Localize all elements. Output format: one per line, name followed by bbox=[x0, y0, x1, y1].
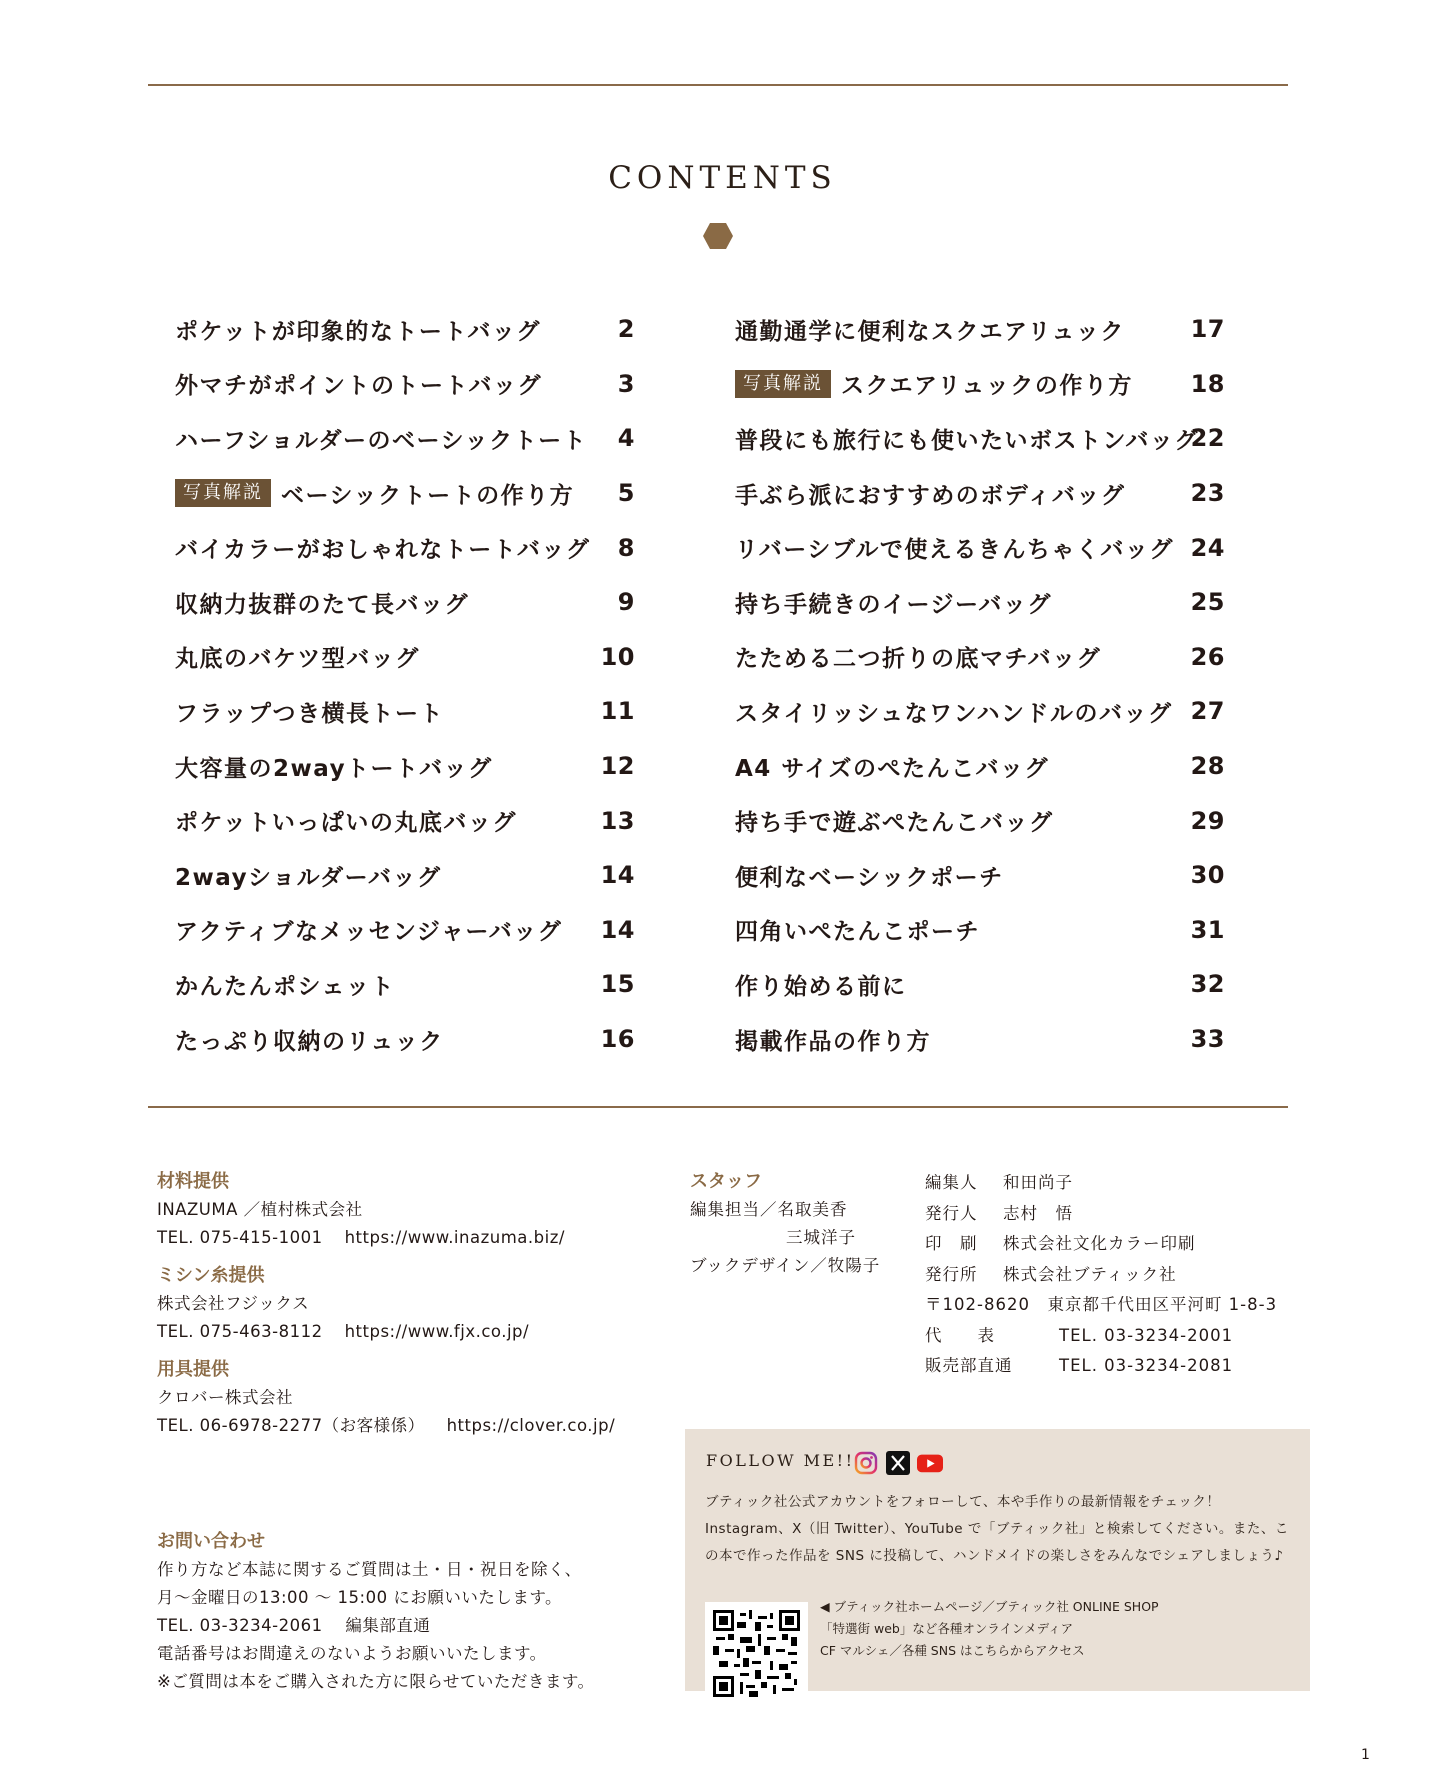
toc-entry-label: フラップつき横長トート bbox=[175, 700, 445, 727]
toc-entry-title bbox=[175, 913, 562, 946]
toc-left-column bbox=[175, 302, 635, 1066]
toc-entry[interactable] bbox=[175, 411, 635, 466]
toc-entry[interactable] bbox=[735, 411, 1225, 466]
toc-entry-title bbox=[175, 477, 574, 510]
imprint-key: 編集人 bbox=[925, 1173, 978, 1192]
toc-entry-label: 持ち手で遊ぶぺたんこバッグ bbox=[735, 810, 1054, 837]
toc-entry-label: 丸底のバケツ型バッグ bbox=[175, 646, 420, 673]
toc-entry-label: ベーシックトートの作り方 bbox=[281, 482, 575, 509]
toc-entry-page: 31 bbox=[1190, 915, 1225, 944]
toc-entry-page: 23 bbox=[1190, 479, 1225, 508]
toc-entry[interactable] bbox=[735, 575, 1225, 630]
toc-entry-title bbox=[735, 531, 1174, 564]
youtube-icon[interactable] bbox=[917, 1451, 943, 1475]
imprint-key: 代 表 bbox=[925, 1325, 995, 1345]
toc-entry-title bbox=[175, 859, 442, 892]
toc-entry[interactable] bbox=[735, 466, 1225, 521]
credit-heading: ミシン糸提供 bbox=[157, 1265, 265, 1286]
toc-entry-label: 外マチがポイントのトートバッグ bbox=[175, 373, 543, 400]
toc-entry[interactable] bbox=[735, 630, 1225, 685]
toc-entry[interactable] bbox=[175, 739, 635, 794]
toc-entry[interactable] bbox=[735, 684, 1225, 739]
follow-link-line[interactable]: ◀ ブティック社ホームページ／ブティック社 ONLINE SHOP bbox=[820, 1599, 1159, 1614]
x-icon[interactable] bbox=[885, 1451, 911, 1475]
toc-entry-page: 29 bbox=[1190, 806, 1225, 835]
toc-entry-label: 収納力抜群のたて長バッグ bbox=[175, 591, 469, 618]
toc-entry-label: たっぷり収納のリュック bbox=[175, 1028, 444, 1055]
toc-entry-title bbox=[735, 586, 1052, 619]
follow-link-line[interactable]: CF マルシェ／各種 SNS はこちらからアクセス bbox=[820, 1643, 1085, 1658]
toc-entry-title bbox=[175, 640, 420, 673]
photo-explanation-tag: 写真解説 bbox=[175, 479, 271, 507]
contact-heading: お問い合わせ bbox=[157, 1531, 265, 1552]
contact-line: ※ご質問は本をご購入された方に限らせていただきます。 bbox=[157, 1672, 595, 1691]
toc-entry-label: アクティブなメッセンジャーバッグ bbox=[175, 919, 563, 946]
imprint-key: 印 刷 bbox=[925, 1234, 978, 1253]
toc-entry-title bbox=[735, 913, 980, 946]
toc-entry-label: 持ち手続きのイージーバッグ bbox=[735, 591, 1052, 618]
toc-entry-title bbox=[175, 968, 395, 1001]
staff-design: ブックデザイン／牧陽子 bbox=[690, 1256, 881, 1275]
toc-entry-title bbox=[735, 477, 1125, 510]
toc-entry-title bbox=[735, 313, 1125, 346]
credit-url[interactable]: https://clover.co.jp/ bbox=[446, 1416, 616, 1435]
toc-entry-title bbox=[735, 859, 1004, 892]
toc-entry[interactable] bbox=[175, 957, 635, 1012]
toc-entry[interactable] bbox=[735, 357, 1225, 412]
credit-url[interactable]: https://www.inazuma.biz/ bbox=[344, 1228, 565, 1247]
toc-entry-title bbox=[735, 367, 1133, 400]
follow-text bbox=[705, 1489, 1305, 1570]
toc-entry-title bbox=[735, 695, 1173, 728]
toc-entry[interactable] bbox=[175, 520, 635, 575]
toc-entry[interactable] bbox=[735, 302, 1225, 357]
toc-entry-label: スタイリッシュなワンハンドルのバッグ bbox=[735, 700, 1173, 727]
follow-heading: FOLLOW ME!! bbox=[706, 1451, 855, 1470]
imprint-value: 和田尚子 bbox=[1003, 1173, 1073, 1192]
toc-entry-page: 15 bbox=[600, 970, 635, 999]
toc-entry[interactable] bbox=[175, 357, 635, 412]
toc-entry-label: 通勤通学に便利なスクエアリュック bbox=[735, 318, 1125, 345]
toc-entry-title bbox=[735, 640, 1101, 673]
toc-entry-label: 手ぶら派におすすめのボディバッグ bbox=[735, 482, 1126, 509]
toc-entry-page: 11 bbox=[600, 697, 635, 726]
toc-entry-label: たためる二つ折りの底マチバッグ bbox=[735, 646, 1102, 673]
toc-entry[interactable] bbox=[735, 903, 1225, 958]
toc-entry[interactable] bbox=[175, 848, 635, 903]
toc-entry-title bbox=[175, 531, 590, 564]
toc-entry-page: 14 bbox=[600, 861, 635, 890]
toc-entry-page: 9 bbox=[617, 588, 635, 617]
credit-tel: TEL. 075-463-8112 bbox=[157, 1322, 323, 1341]
toc-entry-label: ポケットが印象的なトートバッグ bbox=[175, 318, 541, 345]
toc-entry-title bbox=[175, 750, 493, 783]
toc-entry[interactable] bbox=[175, 302, 635, 357]
page-title: CONTENTS bbox=[608, 160, 837, 196]
toc-entry-label: A4 サイズのぺたんこバッグ bbox=[735, 755, 1049, 782]
follow-panel bbox=[685, 1429, 1310, 1691]
follow-links bbox=[820, 1596, 1159, 1662]
toc-entry-title bbox=[175, 586, 469, 619]
toc-entry-page: 12 bbox=[600, 752, 635, 781]
credit-tel: TEL. 06-6978-2277（お客様係） bbox=[157, 1416, 425, 1435]
bottom-rule bbox=[148, 1106, 1288, 1108]
toc-entry-title bbox=[735, 968, 907, 1001]
contact-section bbox=[157, 1528, 677, 1696]
toc-entry[interactable] bbox=[175, 903, 635, 958]
toc-entry[interactable] bbox=[175, 793, 635, 848]
toc-entry-title bbox=[735, 422, 1199, 455]
toc-entry[interactable] bbox=[735, 1012, 1225, 1067]
credit-tel: TEL. 075-415-1001 bbox=[157, 1228, 323, 1247]
contact-line: TEL. 03-3234-2061 編集部直通 bbox=[157, 1616, 431, 1635]
staff-heading: スタッフ bbox=[690, 1171, 762, 1192]
toc-entry-title bbox=[175, 1023, 444, 1056]
toc-entry-page: 26 bbox=[1190, 642, 1225, 671]
toc-entry-title bbox=[175, 313, 541, 346]
toc-entry[interactable] bbox=[175, 684, 635, 739]
toc-entry-page: 10 bbox=[600, 642, 635, 671]
top-rule bbox=[148, 84, 1288, 86]
toc-entry-page: 8 bbox=[617, 533, 635, 562]
toc-entry-title bbox=[175, 804, 517, 837]
imprint-key: 販売部直通 bbox=[925, 1356, 1013, 1375]
toc-entry-page: 3 bbox=[617, 369, 635, 398]
toc-entry-label: 便利なベーシックポーチ bbox=[735, 864, 1004, 891]
toc-entry-label: スクエアリュックの作り方 bbox=[841, 373, 1133, 400]
imprint-value: 株式会社文化カラー印刷 bbox=[1003, 1234, 1196, 1253]
material-credits bbox=[157, 1168, 677, 1440]
toc-entry-page: 24 bbox=[1190, 533, 1225, 562]
toc-entry-page: 32 bbox=[1190, 970, 1225, 999]
toc-entry-label: 掲載作品の作り方 bbox=[735, 1028, 931, 1055]
instagram-icon[interactable] bbox=[853, 1451, 879, 1475]
imprint-key: 発行人 bbox=[925, 1203, 978, 1223]
toc-entry[interactable] bbox=[175, 1012, 635, 1067]
toc-entry-page: 18 bbox=[1190, 369, 1225, 398]
toc-entry-label: ハーフショルダーのベーシックトート bbox=[175, 427, 588, 454]
contact-line: 月～金曜日の13:00 ～ 15:00 にお願いいたします。 bbox=[157, 1588, 563, 1607]
toc-entry[interactable] bbox=[735, 793, 1225, 848]
toc-entry-page: 25 bbox=[1190, 588, 1225, 617]
imprint-value: 株式会社ブティック社 bbox=[1003, 1264, 1177, 1284]
toc-entry[interactable] bbox=[735, 520, 1225, 575]
toc-entry-label: 2wayショルダーバッグ bbox=[175, 864, 442, 891]
toc-entry-page: 13 bbox=[600, 806, 635, 835]
toc-entry-title bbox=[175, 695, 444, 728]
imprint-section bbox=[925, 1168, 1277, 1382]
toc-entry[interactable] bbox=[735, 739, 1225, 794]
toc-entry-page: 27 bbox=[1190, 697, 1225, 726]
toc-entry-label: リバーシブルで使えるきんちゃくバッグ bbox=[735, 537, 1174, 564]
toc-entry-page: 5 bbox=[617, 479, 635, 508]
follow-link-line[interactable]: 「特選街 web」など各種オンラインメディア bbox=[820, 1621, 1074, 1636]
credit-heading: 材料提供 bbox=[157, 1171, 229, 1192]
page-number: 1 bbox=[1361, 1747, 1370, 1763]
toc-entry-label: かんたんポシェット bbox=[175, 973, 396, 1000]
toc-entry-page: 4 bbox=[617, 424, 635, 453]
toc-entry-title bbox=[735, 804, 1054, 837]
toc-entry[interactable] bbox=[175, 630, 635, 685]
qr-code-icon bbox=[713, 1610, 800, 1697]
follow-text-line: Instagram、X（旧 Twitter）、YouTube で「ブティック社」と検索してください。また、こ bbox=[705, 1521, 1289, 1537]
imprint-value: TEL. 03-3234-2081 bbox=[1059, 1356, 1234, 1375]
toc-entry[interactable] bbox=[175, 466, 635, 521]
toc-entry-title bbox=[175, 367, 542, 400]
staff-editor: 編集担当／名取美香 bbox=[690, 1200, 848, 1219]
imprint-address: 〒102-8620 東京都千代田区平河町 1-8-3 bbox=[925, 1295, 1278, 1314]
toc-entry-page: 22 bbox=[1190, 424, 1225, 453]
toc-entry-page: 14 bbox=[600, 915, 635, 944]
toc-entry-page: 30 bbox=[1190, 861, 1225, 890]
toc-entry-label: バイカラーがおしゃれなトートバッグ bbox=[175, 537, 591, 564]
imprint-value: 志村 悟 bbox=[1003, 1203, 1073, 1223]
toc-entry-page: 33 bbox=[1190, 1025, 1225, 1054]
hexagon-ornament-icon bbox=[702, 222, 734, 250]
toc-entry[interactable] bbox=[735, 957, 1225, 1012]
credit-company: クロバー株式会社 bbox=[157, 1388, 293, 1407]
imprint-value: TEL. 03-3234-2001 bbox=[1059, 1325, 1234, 1345]
toc-right-column bbox=[735, 302, 1225, 1066]
staff-editor-2: 三城洋子 bbox=[786, 1228, 856, 1247]
toc-entry-label: 普段にも旅行にも使いたいボストンバッグ bbox=[735, 427, 1199, 454]
photo-explanation-tag: 写真解説 bbox=[735, 370, 831, 398]
contact-line: 作り方など本誌に関するご質問は土・日・祝日を除く、 bbox=[157, 1560, 582, 1579]
imprint-key: 発行所 bbox=[925, 1264, 978, 1284]
credit-company: 株式会社フジックス bbox=[157, 1294, 310, 1313]
toc-entry-title bbox=[175, 422, 587, 455]
toc-entry-label: 四角いぺたんこポーチ bbox=[735, 919, 980, 946]
credit-company: INAZUMA ／植村株式会社 bbox=[157, 1200, 363, 1219]
toc-entry-page: 28 bbox=[1190, 752, 1225, 781]
credit-url[interactable]: https://www.fjx.co.jp/ bbox=[344, 1322, 530, 1341]
toc-entry-page: 2 bbox=[617, 315, 635, 344]
staff-section bbox=[690, 1168, 880, 1280]
toc-entry-page: 17 bbox=[1190, 315, 1225, 344]
toc-entry[interactable] bbox=[735, 848, 1225, 903]
qr-code[interactable] bbox=[705, 1602, 808, 1705]
toc-entry-label: ポケットいっぱいの丸底バッグ bbox=[175, 810, 517, 837]
toc-entry-title bbox=[735, 1023, 931, 1056]
contact-line: 電話番号はお間違えのないようお願いいたします。 bbox=[157, 1644, 547, 1663]
follow-text-line: の本で作った作品を SNS に投稿して、ハンドメイドの楽しさをみんなでシェアしましょう♪ bbox=[705, 1548, 1284, 1564]
toc-entry-label: 大容量の2wayトートバッグ bbox=[175, 755, 493, 782]
credit-heading: 用具提供 bbox=[157, 1359, 229, 1380]
toc-entry-label: 作り始める前に bbox=[735, 973, 907, 1000]
toc-entry[interactable] bbox=[175, 575, 635, 630]
follow-text-line: ブティック社公式アカウントをフォローして、本や手作りの最新情報をチェック！ bbox=[705, 1494, 1221, 1510]
toc-entry-title bbox=[735, 750, 1049, 783]
toc-entry-page: 16 bbox=[600, 1025, 635, 1054]
